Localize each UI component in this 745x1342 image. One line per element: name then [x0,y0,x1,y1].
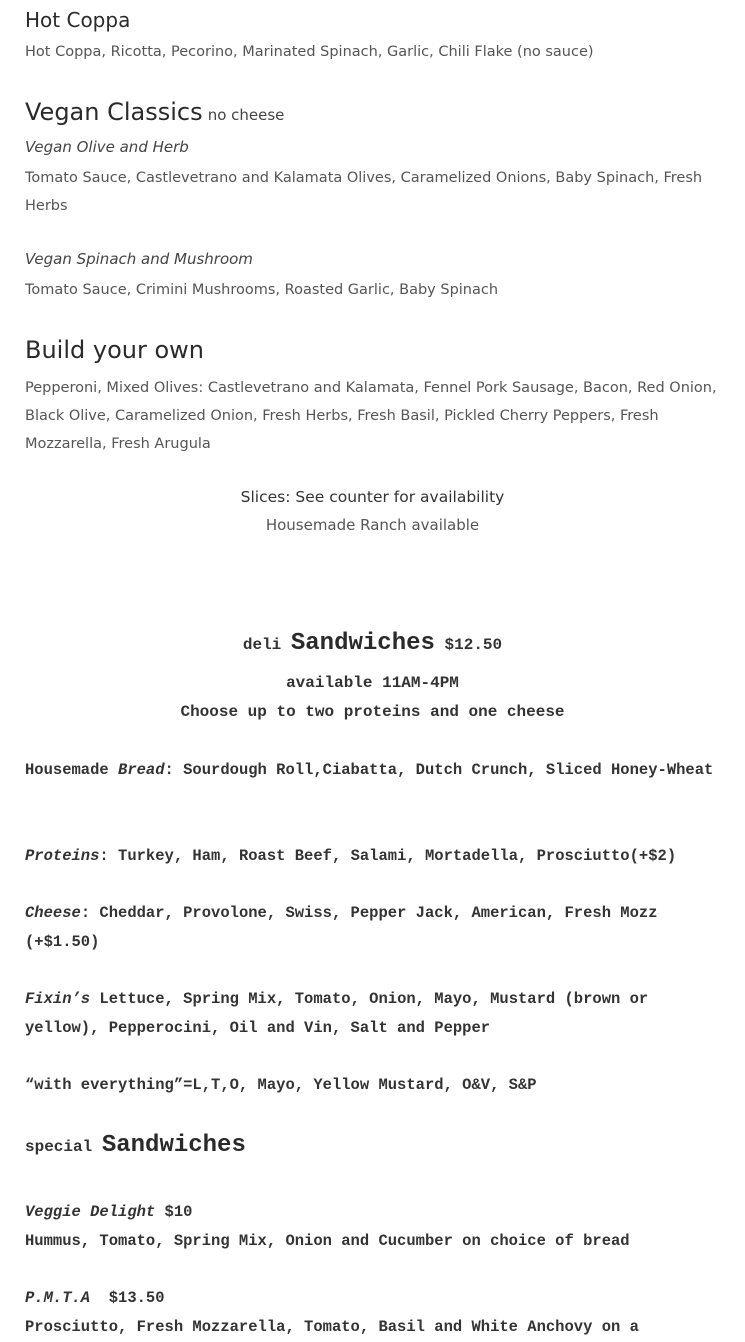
bread-label: Bread [118,761,165,779]
slices-note: Slices: See counter for availability [240,488,505,506]
vegan-olive-herb-description: Tomato Sauce, Castlevetrano and Kalamata Olives, Caramelized Onions, Baby Spinach, Fresh Herbs [25,170,703,214]
cheese-label: Cheese [25,904,81,922]
cheese-line [25,899,720,957]
build-your-own-description: Pepperoni, Mixed Olives: Castlevetrano and Kalamata, Fennel Pork Sausage, Bacon, Red Onion, Black Olive, Caramelized Onion, Fresh Herbs, Fresh Basil, Pickled Cherry Peppers, Fresh Mozzarella, Fresh Arugula [25,380,717,452]
vegan-classics-note: no cheese [207,106,285,124]
proteins-label: Proteins [25,847,100,865]
veggie-delight-heading [25,1198,720,1227]
special-title: Sandwiches [101,1132,246,1159]
pmta-description: Prosciutto, Fresh Mozzarella, Tomato, Basil and White Anchovy on a [25,1318,639,1336]
fixins-line [25,985,720,1043]
pmta-name: P.M.T.A [25,1289,91,1307]
vegan-classics-heading [25,98,720,126]
deli-title: Sandwiches [290,630,435,657]
vegan-classics-title: Vegan Classics [25,98,203,126]
vegan-spinach-mushroom-description: Tomato Sauce, Crimini Mushrooms, Roasted Garlic, Baby Spinach [25,282,499,298]
deli-sandwiches-heading [0,630,745,657]
special-sandwiches-heading [25,1132,720,1159]
hot-coppa-title: Hot Coppa [25,8,131,32]
veggie-delight-description: Hummus, Tomato, Spring Mix, Onion and Cucumber on choice of bread [25,1232,630,1250]
cheese-options: : Cheddar, Provolone, Swiss, Pepper Jack, American, Fresh Mozz (+$1.50) [25,904,658,951]
veggie-delight-price: $10 [155,1203,193,1221]
fixins-options: Lettuce, Spring Mix, Tomato, Onion, Mayo, Mustard (brown or yellow), Pepperocini, Oil and Vin, Salt and Pepper [25,990,649,1037]
proteins-options: : Turkey, Ham, Roast Beef, Salami, Mortadella, Prosciutto(+$2) [99,847,677,865]
veggie-delight-name: Veggie Delight [25,1203,156,1221]
with-everything-note: “with everything”=L,T,O, Mayo, Yellow Mustard, O&V, S&P [25,1076,537,1094]
bread-lead: Housemade [25,761,119,779]
vegan-olive-herb-name: Vegan Olive and Herb [25,138,189,156]
deli-availability: available 11AM-4PM [286,674,459,692]
hot-coppa-description: Hot Coppa, Ricotta, Pecorino, Marinated Spinach, Garlic, Chili Flake (no sauce) [25,44,594,60]
ranch-note: Housemade Ranch available [265,516,480,534]
bread-line [25,756,720,785]
deli-prefix: deli [242,636,282,654]
pmta-heading [25,1284,720,1313]
special-prefix: special [25,1138,93,1156]
deli-price: $12.50 [444,636,503,654]
bread-options: : Sourdough Roll,Ciabatta, Dutch Crunch, Sliced Honey-Wheat [164,761,714,779]
proteins-line [25,842,720,871]
vegan-spinach-mushroom-name: Vegan Spinach and Mushroom [25,250,253,268]
build-your-own-title: Build your own [25,336,204,364]
deli-choose-note: Choose up to two proteins and one cheese [180,703,565,721]
fixins-label: Fixin’s [25,990,91,1008]
pmta-price: $13.50 [90,1289,165,1307]
